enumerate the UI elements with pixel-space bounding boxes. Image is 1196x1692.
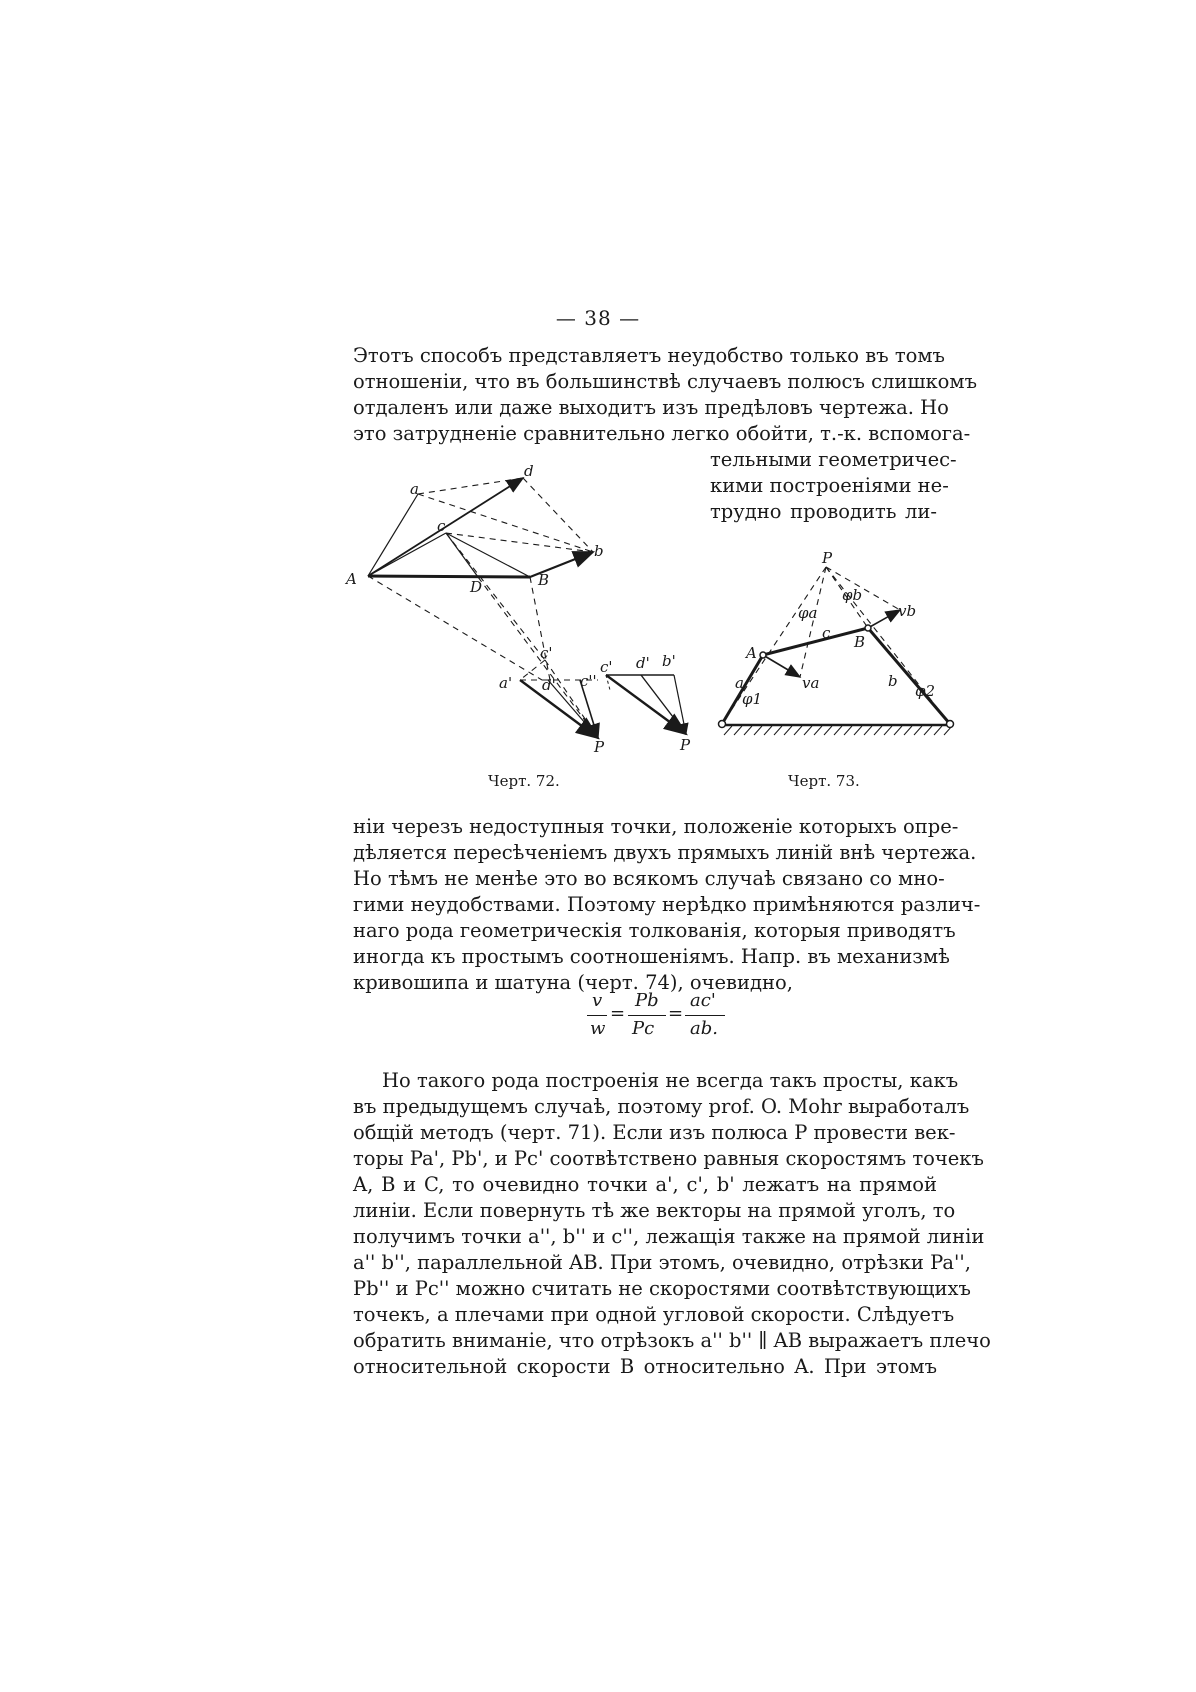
text-line: Этотъ способъ представляетъ неудобство только въ томъ (353, 344, 945, 367)
formula (580, 990, 730, 1046)
text-line: иногда къ простымъ соотношенiямъ. Напр. въ механизмѣ (353, 945, 950, 968)
text-line: линiи. Если повернуть тѣ же векторы на прямой уголъ, то (353, 1199, 956, 1222)
text-line: тельными геометричес- (710, 448, 957, 471)
text-line: получимъ точки a'', b'' и c'', лежащiя также на прямой линiи (353, 1225, 985, 1248)
label-d: d (524, 462, 534, 480)
text-line: отдаленъ или даже выходитъ изъ предѣловъ чертежа. Но (353, 396, 949, 419)
label-A: A (746, 644, 757, 662)
label-phi1: φ1 (742, 690, 763, 708)
label-b: b (888, 672, 898, 690)
text-line: Но такого рода построенiя не всегда такъ просты, какъ (382, 1069, 959, 1092)
formula-eq1: = (610, 1003, 626, 1024)
label-D: D (470, 578, 483, 596)
label-c: c (822, 624, 831, 642)
figure-73-caption: Черт. 73. (788, 772, 860, 790)
text-line: A, B и C, то очевидно точки a', c', b' лежатъ на прямой (353, 1173, 937, 1196)
label-a: a (410, 480, 419, 498)
label-a1: a' (499, 674, 513, 692)
label-c3: c' (600, 658, 613, 676)
text-line: обратить вниманiе, что отрѣзокъ a'' b'' ∥ AB выражаетъ плечо (353, 1329, 991, 1352)
label-c: c (437, 517, 446, 535)
label-P: P (594, 738, 605, 756)
label-phi-a: φa (798, 604, 818, 622)
label-va: va (802, 674, 820, 692)
label-b3: b' (662, 652, 676, 670)
text-line: дѣляется пересѣченiемъ двухъ прямыхъ линiй внѣ чертежа. (353, 841, 977, 864)
figure-72-caption: Черт. 72. (488, 772, 560, 790)
label-B: B (538, 571, 550, 589)
text-line: въ предыдущемъ случаѣ, поэтому prof. O. Mohr выработалъ (353, 1095, 970, 1118)
page-number: — 38 — (555, 306, 641, 330)
formula-eq2: = (668, 1003, 684, 1024)
formula-d2: Pc (632, 1018, 655, 1039)
label-B: B (854, 633, 866, 651)
label-vb: vb (898, 602, 917, 620)
formula-n3: ac' (690, 990, 716, 1011)
text-line: общiй методъ (черт. 71). Если изъ полюса P провести век- (353, 1121, 956, 1144)
text-line: наго рода геометрическiя толкованiя, которыя приводятъ (353, 919, 956, 942)
text-line: Pb'' и Pc'' можно считать не скоростями соотвѣтствующихъ (353, 1277, 971, 1300)
text-line: a'' b'', параллельной AB. При этомъ, очевидно, отрѣзки Pa'', (353, 1251, 971, 1274)
text-line: отношенiи, что въ большинствѣ случаевъ полюсъ слишкомъ (353, 370, 977, 393)
label-c1: c' (540, 644, 553, 662)
label-phi2: φ2 (915, 682, 936, 700)
label-a: a (735, 674, 744, 692)
formula-d3: ab. (690, 1018, 718, 1039)
label-d1: d' (542, 676, 556, 694)
text-line: точекъ, а плечами при одной угловой скорости. Слѣдуетъ (353, 1303, 955, 1326)
label-c2: c'' (580, 672, 597, 690)
label-P: P (822, 549, 833, 567)
figure-73-labels (735, 549, 935, 708)
text-line: торы Pa', Pb', и Pc' соотвѣтствено равныя скоростямъ точекъ (353, 1147, 984, 1170)
text-line: трудно проводить ли- (710, 500, 937, 523)
formula-d1: w (590, 1018, 606, 1039)
text-line: Но тѣмъ не менѣе это во всякомъ случаѣ связано со мно- (353, 867, 945, 890)
text-line: кривошипа и шатуна (черт. 74), очевидно, (353, 971, 793, 994)
text-line: гими неудобствами. Поэтому нерѣдко примѣняются различ- (353, 893, 981, 916)
text-line: относительной скорости B относительно A. При этомъ (353, 1355, 937, 1378)
label-b: b (594, 542, 604, 560)
text-line: кими построенiями не- (710, 474, 949, 497)
formula-n1: v (592, 990, 603, 1011)
label-A: A (346, 570, 357, 588)
label-d3: d' (636, 654, 650, 672)
text-line: это затрудненiе сравнительно легко обойти, т.-к. вспомога- (353, 422, 971, 445)
label-phi-b: φb (842, 586, 863, 604)
label-P2: P (680, 736, 691, 754)
formula-n2: Pb (635, 990, 659, 1011)
text-line: нiи черезъ недоступныя точки, положенiе которыхъ опре- (353, 815, 959, 838)
